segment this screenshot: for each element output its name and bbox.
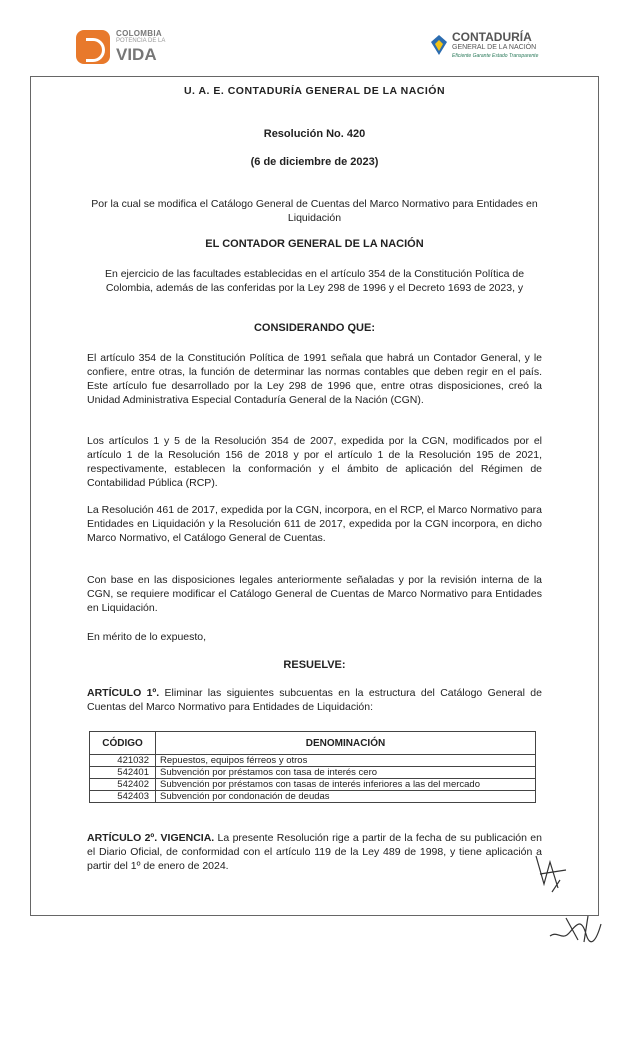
consideration-paragraph: En mérito de lo expuesto, [87,631,207,643]
code-cell: 542402 [90,779,156,791]
resolves-heading: RESUELVE: [283,659,346,671]
code-cell: 542403 [90,791,156,803]
denomination-cell: Subvención por condonación de deudas [156,791,536,803]
table-row [90,791,536,803]
contaduria-logo-mark-icon [430,34,448,56]
contaduria-logo-title: CONTADURÍA [452,30,532,44]
article-1-text: Eliminar las siguientes subcuentas en la estructura del Catálogo General de Cuentas del Marco Normativo para Entidades de Liquidación: [87,687,542,713]
handwritten-signature [548,912,603,947]
consideration-paragraph: Los artículos 1 y 5 de la Resolución 354 de 2007, expedida por la CGN, modificados por el artículo 1 de la Resolución 156 de 2018 y por el artículo 1 de la Resolución 195 de 2021, respectivamente, establecen la conformación y el ámbito de aplicación del Régimen de Contabilidad Pública (RCP). [87,435,542,489]
document-title: U. A. E. CONTADURÍA GENERAL DE LA NACIÓN [183,85,446,97]
considering-heading: CONSIDERANDO QUE: [253,322,375,334]
consideration-paragraph: El artículo 354 de la Constitución Política de 1991 señala que habrá un Contador General, y le confiere, entre otras, la función de determinar las normas contables que deben regir en el país. Este artículo fue desarrollado por la Ley 298 de 1996 que, entre otras disposiciones, creó la Unidad Administrativa Especial Contaduría General de la Nación (CGN). [87,352,542,406]
subaccounts-table [89,731,536,803]
denomination-cell: Repuestos, equipos férreos y otros [156,755,536,767]
contaduria-logo [430,30,550,66]
table-row [90,767,536,779]
table-row [90,755,536,767]
denomination-cell: Subvención por préstamos con tasa de interés cero [156,767,536,779]
issuer-heading: EL CONTADOR GENERAL DE LA NACIÓN [205,238,424,250]
code-cell: 421032 [90,755,156,767]
table-header-row [90,732,536,755]
colombia-logo-mark-icon [76,30,110,64]
colombia-potencia-logo [76,28,186,68]
contaduria-logo-tagline: Eficiente Garante Estado Transparente [452,53,539,59]
article-2-text: La presente Resolución rige a partir de la fecha de su publicación en el Diario Oficial, de conformidad con el artículo 119 de la Ley 489 de 1998, y tiene aplicación a partir del 1º de enero de 2024. [87,832,542,872]
consideration-paragraph: Con base en las disposiciones legales anteriormente señaladas y por la revisión interna de la CGN, se requiere modificar el Catálogo General de Cuentas de Marco Normativo para Entidades en Liquidación. [87,574,542,614]
logo-line-2: POTENCIA DE LA [116,38,166,44]
article-1-label: ARTÍCULO 1º. [87,687,160,699]
column-header-code: CÓDIGO [90,732,156,755]
column-header-denomination: DENOMINACIÓN [156,732,536,755]
article-2 [87,831,542,873]
code-cell: 542401 [90,767,156,779]
table-row [90,779,536,791]
powers-statement: En ejercicio de las facultades establecidas en el artículo 354 de la Constitución Política de Colombia, además de las conferidas por la Ley 298 de 1996 y el Decreto 1693 de 2023, y [104,268,525,294]
resolution-purpose: Por la cual se modifica el Catálogo General de Cuentas del Marco Normativo para Entidades en Liquidación [91,198,538,224]
contaduria-logo-subtitle: GENERAL DE LA NACIÓN [452,44,537,51]
consideration-paragraph: La Resolución 461 de 2017, expedida por la CGN, incorpora, en el RCP, el Marco Normativo para Entidades en Liquidación y la Resolución 611 de 2017, expedida por la CGN incorpora, en dicho Marco Normativo, el Catálogo General de Cuentas. [87,504,542,544]
resolution-number: Resolución No. 420 [263,128,366,140]
margin-initials-signature [530,850,570,895]
article-2-label: ARTÍCULO 2º. VIGENCIA. [87,832,215,844]
resolution-date: (6 de diciembre de 2023) [250,156,379,168]
article-1 [87,686,542,714]
denomination-cell: Subvención por préstamos con tasas de interés inferiores a las del mercado [156,779,536,791]
logo-line-1: COLOMBIA [116,29,162,38]
logo-line-3: VIDA [116,45,157,64]
